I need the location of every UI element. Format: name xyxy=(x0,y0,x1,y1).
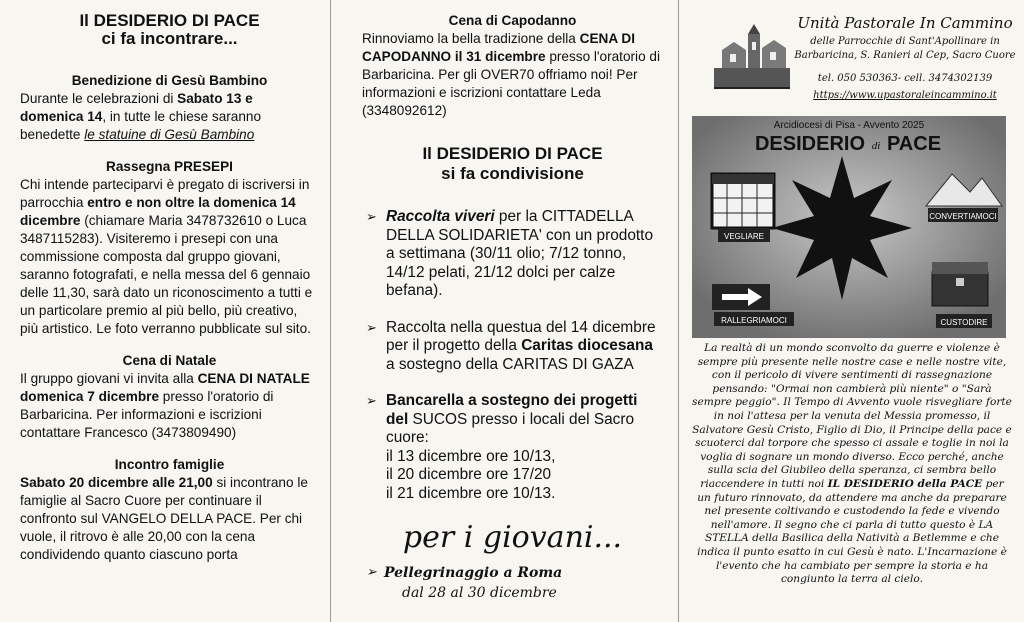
org-contacts: tel. 050 530363- cell. 3474302139 xyxy=(817,73,993,84)
capodanno-title: Cena di Capodanno xyxy=(448,13,577,28)
blessing-title: Benedizione di Gesù Bambino xyxy=(71,73,268,88)
org-name: Unità Pastorale In Cammino xyxy=(797,14,1013,32)
capodanno-text: Rinnoviamo la bella tradizione della CENA DI CAPODANNO il 31 dicembre presso l'oratorio di Barbaricina. Per gli OVER70 offriamo noi! Per informazioni e iscrizioni contattare Leda (3348092612) xyxy=(362,31,660,118)
natale-text: Il gruppo giovani vi invita alla CENA DI NATALE domenica 7 dicembre presso l'oratorio di Barbaricina. Per informazioni e iscrizioni contattare Francesco (3473809490) xyxy=(20,371,310,440)
arrow-icon: ➢ xyxy=(366,209,377,224)
advent-reflection-text: La realtà di un mondo sconvolto da guerre e violenze è sempre più presente nelle nostre case e nelle nostre vite, con il pericolo di vivere sentimenti di rassegnazione pensando: "Ormai non cambierà più niente" o "Sarà sempre peggio". Il Tempo di Avvento vuole risvegliare forte in noi l'attesa per la venuta del Messia promesso, il Salvatore Gesù Cristo, Figlio di Dio, il Principe della pace e scuoterci dal torpore che spesso ci assale e toglie in noi la voglia di sognare un mondo diverso. Ecco perché, anche sulla scia del Giubileo della speranza, ci sembra bello riaccendere in tutti noi IL DESIDERIO della PACE per un futuro rinnovato, da attendere ma anche da preparare nel presente coltivando e custodendo la fede e vivendo nell'amore. Il segno che ci parla di tutto questo è LA STELLA della Basilica della Natività a Betlemme e che indica il punto esatto in cui Gesù è nato. L'Incarnazione è l'evento che ha cambiato per sempre la storia e ha congiunto la terra al cielo. xyxy=(692,342,1012,586)
poster-title-main: DESIDERIO xyxy=(754,133,866,155)
church-logo-icon xyxy=(712,20,792,90)
arrow-icon: ➢ xyxy=(366,565,377,580)
arrow-icon: ➢ xyxy=(366,319,377,335)
natale-title: Cena di Natale xyxy=(122,353,217,368)
section-capodanno xyxy=(362,12,663,120)
poster-title-di: di xyxy=(871,140,881,152)
presepi-title: Rassegna PRESEPI xyxy=(106,159,233,174)
share-title: Il DESIDERIO DI PACE si fa condivisione xyxy=(422,144,603,183)
famiglie-text: Sabato 20 dicembre alle 21,00 si incontrano le famiglie al Sacro Cuore per continuare il confronto sul VANGELO DELLA PACE. Per chi vuole, il ritrovo è alle 20,00 con la cena condividendo quanto ciascuno porta xyxy=(20,475,308,562)
fold-line-1 xyxy=(330,0,331,622)
list-item: ➢ Raccolta viveri per la CITTADELLA DELLA SOLIDARIETA' con un prodotto a settimana (30/11 olio; 7/12 tonno, 14/12 pelati, 21/12 dolci per calze befana). xyxy=(366,208,653,299)
arrow-sign-icon xyxy=(712,284,770,310)
blessing-text: Durante le celebrazioni di Sabato 13 e domenica 14, in tutte le chiese saranno benedette le statuine di Gesù Bambino xyxy=(20,91,262,142)
youth-dates: dal 28 al 30 dicembre xyxy=(402,585,557,601)
org-sub1: delle Parrocchie di Sant'Apollinare in xyxy=(810,36,1000,47)
middle-panel xyxy=(336,0,671,622)
arrow-icon: ➢ xyxy=(366,393,377,408)
poster-label-custodire: CUSTODIRE xyxy=(940,318,988,327)
list-item: ➢ Bancarella a sostegno dei progetti del SUCOS presso i locali del Sacro cuore: il 13 dicembre ore 10/13, il 20 dicembre ore 17/20 il 21 dicembre ore 10/13. xyxy=(366,392,638,502)
section-natale xyxy=(20,352,319,442)
section-blessing xyxy=(20,72,319,144)
youth-event: ➢ Pellegrinaggio a Roma xyxy=(366,565,563,581)
right-panel xyxy=(684,0,1024,622)
fold-line-2 xyxy=(678,0,679,622)
poster-title-pace: PACE xyxy=(886,133,942,155)
org-website-link[interactable]: https://www.upastoraleincammino.it xyxy=(813,90,997,101)
org-info xyxy=(794,14,1016,103)
bullet-list xyxy=(362,208,663,503)
poster-label-vegliare: VEGLIARE xyxy=(723,232,765,241)
org-sub2: Barbaricina, S. Ranieri al Cep, Sacro Cuore xyxy=(794,50,1016,61)
main-title: Il DESIDERIO DI PACE ci fa incontrare... xyxy=(79,11,260,48)
advent-poster xyxy=(692,116,1006,338)
calendar-icon xyxy=(712,174,774,228)
org-header xyxy=(692,14,1016,110)
poster-label-rallegriamoci: RALLEGRIAMOCI xyxy=(721,316,787,325)
poster-label-convertiamoci: CONVERTIAMOCI xyxy=(929,212,997,221)
section-famiglie xyxy=(20,456,319,564)
poster-top-text: Arcidiocesi di Pisa - Avvento 2025 xyxy=(773,120,925,131)
famiglie-title: Incontro famiglie xyxy=(114,457,225,472)
presepi-text: Chi intende parteciparvi è pregato di iscriversi in parrocchia entro e non oltre la domenica 14 dicembre (chiamare Maria 3478732610 o Luca 3487115283). Visiteremo i presepi con una commissione composta dal gruppo giovani, saranno fotografati, e nella messa del 6 gennaio delle 11,30, sarà dato un riconoscimento a tutti e un particolare premio al più bello, più creativo, più artistico. Le foto verranno pubblicate sul sito. xyxy=(20,177,313,336)
section-presepi xyxy=(20,158,319,338)
youth-title: per i giovani... xyxy=(402,520,623,555)
left-panel xyxy=(0,0,325,622)
list-item: ➢ Raccolta nella questua del 14 dicembre per il progetto della Caritas diocesana a sostegno della CARITAS DI GAZA xyxy=(366,318,656,373)
poster-graphic xyxy=(692,116,1006,338)
chest-icon xyxy=(932,262,988,306)
